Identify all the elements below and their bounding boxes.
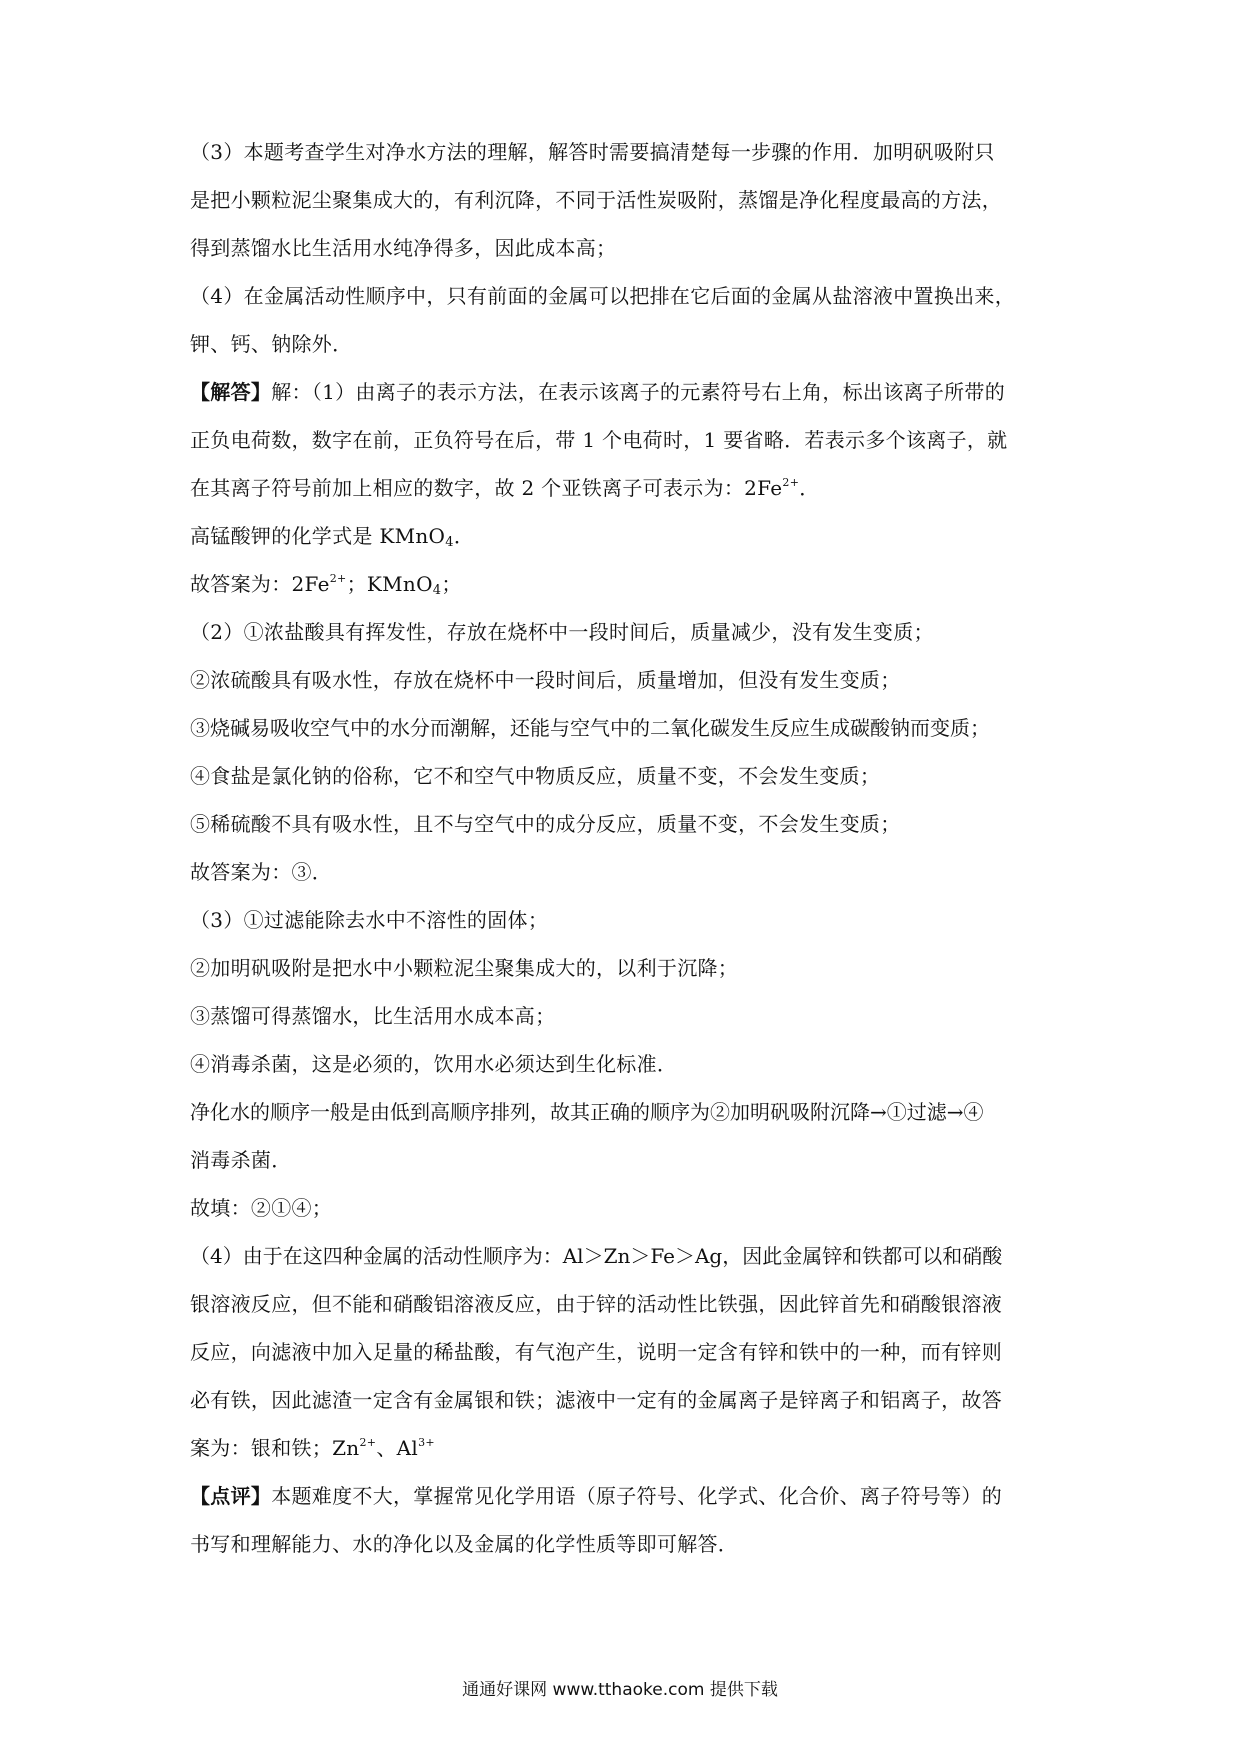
paragraph-line: 书写和理解能力、水的净化以及金属的化学性质等即可解答． [190, 1532, 739, 1556]
paragraph-line: 钾、钙、钠除外． [190, 332, 353, 356]
comment-text: 本题难度不大，掌握常见化学用语（原子符号、化学式、化合价、离子符号等）的 [271, 1484, 1003, 1508]
paragraph-line: 故填：②①④； [190, 1196, 333, 1220]
text-run: 故答案为：2Fe [190, 572, 330, 596]
solution-line [190, 368, 1062, 416]
paragraph-line: ③蒸馏可得蒸馏水，比生活用水成本高； [190, 1004, 556, 1028]
paragraph-line: 银溶液反应，但不能和硝酸铝溶液反应，由于锌的活动性比铁强，因此锌首先和硝酸银溶液 [190, 1292, 1002, 1316]
solution-text: 解：（1）由离子的表示方法，在表示该离子的元素符号右上角，标出该离子所带的 [271, 380, 1006, 404]
paragraph-line: ④食盐是氯化钠的俗称，它不和空气中物质反应，质量不变，不会发生变质； [190, 764, 881, 788]
formula-subscript: 4 [432, 583, 442, 598]
text-run: ． [799, 476, 820, 500]
paragraph-line [190, 1424, 1062, 1472]
comment-line [190, 1472, 1062, 1520]
ion-charge: 2+ [329, 572, 347, 585]
formula-subscript: 4 [445, 535, 454, 550]
text-run: ；KMnO [346, 572, 433, 596]
paragraph-line: 故答案为：③． [190, 860, 333, 884]
paragraph-line: （3）①过滤能除去水中不溶性的固体； [190, 908, 549, 932]
paragraph-line: （2）①浓盐酸具有挥发性，存放在烧杯中一段时间后，质量减少，没有发生变质； [190, 620, 934, 644]
text-run: 案为：银和铁；Zn [190, 1436, 360, 1460]
paragraph-line [190, 512, 1062, 560]
answer-content [190, 128, 1062, 1568]
paragraph-line: 净化水的顺序一般是由低到高顺序排列，故其正确的顺序为②加明矾吸附沉降→①过滤→④ [190, 1100, 984, 1124]
paragraph-line: 必有铁，因此滤渣一定含有金属银和铁；滤液中一定有的金属离子是锌离子和铝离子，故答 [190, 1388, 1002, 1412]
paragraph-line: 正负电荷数，数字在前，正负符号在后，带 1 个电荷时，1 要省略．若表示多个该离子，就 [190, 428, 1008, 452]
paragraph-line: 是把小颗粒泥尘聚集成大的，有利沉降，不同于活性炭吸附，蒸馏是净化程度最高的方法， [190, 188, 1002, 212]
paragraph-line: ⑤稀硫酸不具有吸水性，且不与空气中的成分反应，质量不变，不会发生变质； [190, 812, 901, 836]
text-run: 、Al [376, 1436, 419, 1460]
ion-charge: 3+ [418, 1436, 435, 1449]
paragraph-line: ②浓硫酸具有吸水性，存放在烧杯中一段时间后，质量增加，但没有发生变质； [190, 668, 901, 692]
paragraph-line [190, 464, 1062, 512]
comment-tag: 【点评】 [190, 1484, 272, 1508]
paragraph-line: 消毒杀菌． [190, 1148, 292, 1172]
text-run: 高锰酸钾的化学式是 KMnO [190, 524, 446, 548]
text-run: ． [453, 524, 475, 548]
paragraph-line: （4）在金属活动性顺序中，只有前面的金属可以把排在它后面的金属从盐溶液中置换出来， [190, 284, 1016, 308]
text-run: ； [441, 572, 462, 596]
paragraph-line: （3）本题考查学生对净水方法的理解，解答时需要搞清楚每一步骤的作用．加明矾吸附只 [190, 140, 995, 164]
ion-charge: 2+ [782, 476, 800, 489]
page-footer: 通通好课网 www.tthaoke.com 提供下载 [462, 1680, 778, 1700]
paragraph-line [190, 560, 1062, 608]
paragraph-line: ④消毒杀菌，这是必须的，饮用水必须达到生化标准． [190, 1052, 678, 1076]
paragraph-line: （4）由于在这四种金属的活动性顺序为：Al＞Zn＞Fe＞Ag，因此金属锌和铁都可以和硝酸 [190, 1244, 1003, 1268]
ion-charge: 2+ [359, 1436, 377, 1449]
paragraph-line: ③烧碱易吸收空气中的水分而潮解，还能与空气中的二氧化碳发生反应生成碳酸钠而变质； [190, 716, 990, 740]
solution-tag: 【解答】 [190, 380, 272, 404]
paragraph-line: 得到蒸馏水比生活用水纯净得多，因此成本高； [190, 236, 617, 260]
paragraph-line: 反应，向滤液中加入足量的稀盐酸，有气泡产生，说明一定含有锌和铁中的一种，而有锌则 [190, 1340, 1002, 1364]
paragraph-line: ②加明矾吸附是把水中小颗粒泥尘聚集成大的，以利于沉降； [190, 956, 739, 980]
text-run: 在其离子符号前加上相应的数字，故 2 个亚铁离子可表示为：2Fe [190, 476, 783, 500]
